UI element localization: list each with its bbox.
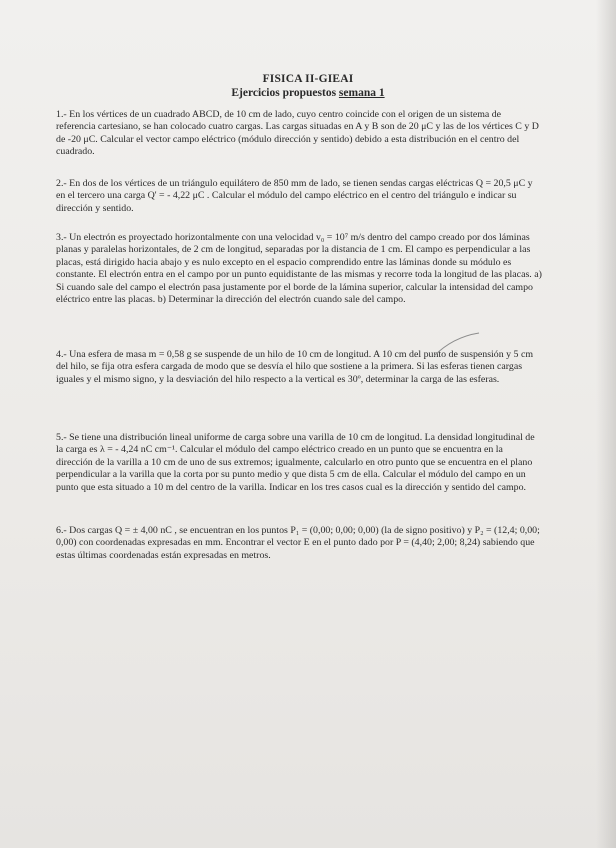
subtitle-prefix: Ejercicios propuestos [231, 87, 337, 99]
problem-6: 6.- Dos cargas Q = ± 4,00 nC , se encuentran en los puntos P₁ = (0,00; 0,00; 0,00) (la de signo positivo) y P₂ = (12,4; 0,00; 0,00) con coordenadas expresadas en mm. Encontrar el vector E en el punto dado por P = (4,40; 2,00; 8,24) sabiendo que estas últimas coordenadas están expresadas en metros. [56, 525, 540, 561]
document-subtitle [0, 86, 616, 100]
problem-2: 2.- En dos de los vértices de un triángulo equilátero de 850 mm de lado, se tienen sendas cargas eléctricas Q = 20,5 μC y en el tercero una carga Q' = - 4,22 μC . Calcular el módulo del campo eléctrico en el centro del triángulo e indicar su dirección y sentido. [56, 178, 533, 214]
problem-1: 1.- En los vértices de un cuadrado ABCD, de 10 cm de lado, cuyo centro coincide con el origen de un sistema de referencia cartesiano, se han colocado cuatro cargas. Las cargas situadas en A y B son de 20 μC y las de los vértices C y D de -20 μC. Calcular el vector campo eléctrico (módulo dirección y sentido) debido a esta distribución en el centro del cuadrado. [56, 109, 539, 158]
page-edge-shadow [596, 0, 616, 848]
subtitle-week: semana 1 [338, 87, 385, 99]
problem-4: 4.- Una esfera de masa m = 0,58 g se suspende de un hilo de 10 cm de longitud. A 10 cm del punto de suspensión y 5 cm del hilo, se fija otra esfera cargada de modo que se desvía el hilo que sostiene a la primera. Si las esferas tienen cargas iguales y el mismo signo, y la desviación del hilo respecto a la vertical es 30º, determinar la carga de las esferas. [56, 349, 534, 385]
problem-5: 5.- Se tiene una distribución lineal uniforme de carga sobre una varilla de 10 cm de longitud. La densidad longitudinal de la carga es λ = - 4,24 nC cm⁻¹. Calcular el módulo del campo eléctrico creado en un punto que se encuentra en la dirección de la varilla a 10 cm de uno de sus extremos; igualmente, calcularlo en otro punto que se encuentra en el plano perpendicular a la varilla que la corta por su punto medio y que dista 5 cm de ella. Calcular el módulo del campo en un punto que esta situado a 10 m del centro de la varilla. Indicar en los tres casos cual es la dirección y sentido del campo. [56, 432, 535, 493]
problem-3: 3.- Un electrón es proyectado horizontalmente con una velocidad v₀ = 10⁷ m/s dentro del campo creado por dos láminas planas y paralelas horizontales, de 2 cm de longitud, separadas por la distancia de 1 cm. El campo es perpendicular a las placas, está dirigido hacia abajo y es nulo excepto en el espacio comprendido entre las láminas donde su módulo es constante. El electrón entra en el campo por un punto equidistante de las mismas y recorre toda la longitud de las placas. a) Si cuando sale del campo el electrón pasa justamente por el borde de la lámina superior, calcular la intensidad del campo eléctrico entre las placas. b) Determinar la dirección del electrón cuando sale del campo. [56, 232, 542, 306]
pencil-mark [432, 330, 482, 360]
document-title: FISICA II-GIEAI [262, 73, 354, 85]
document-header [0, 72, 616, 100]
